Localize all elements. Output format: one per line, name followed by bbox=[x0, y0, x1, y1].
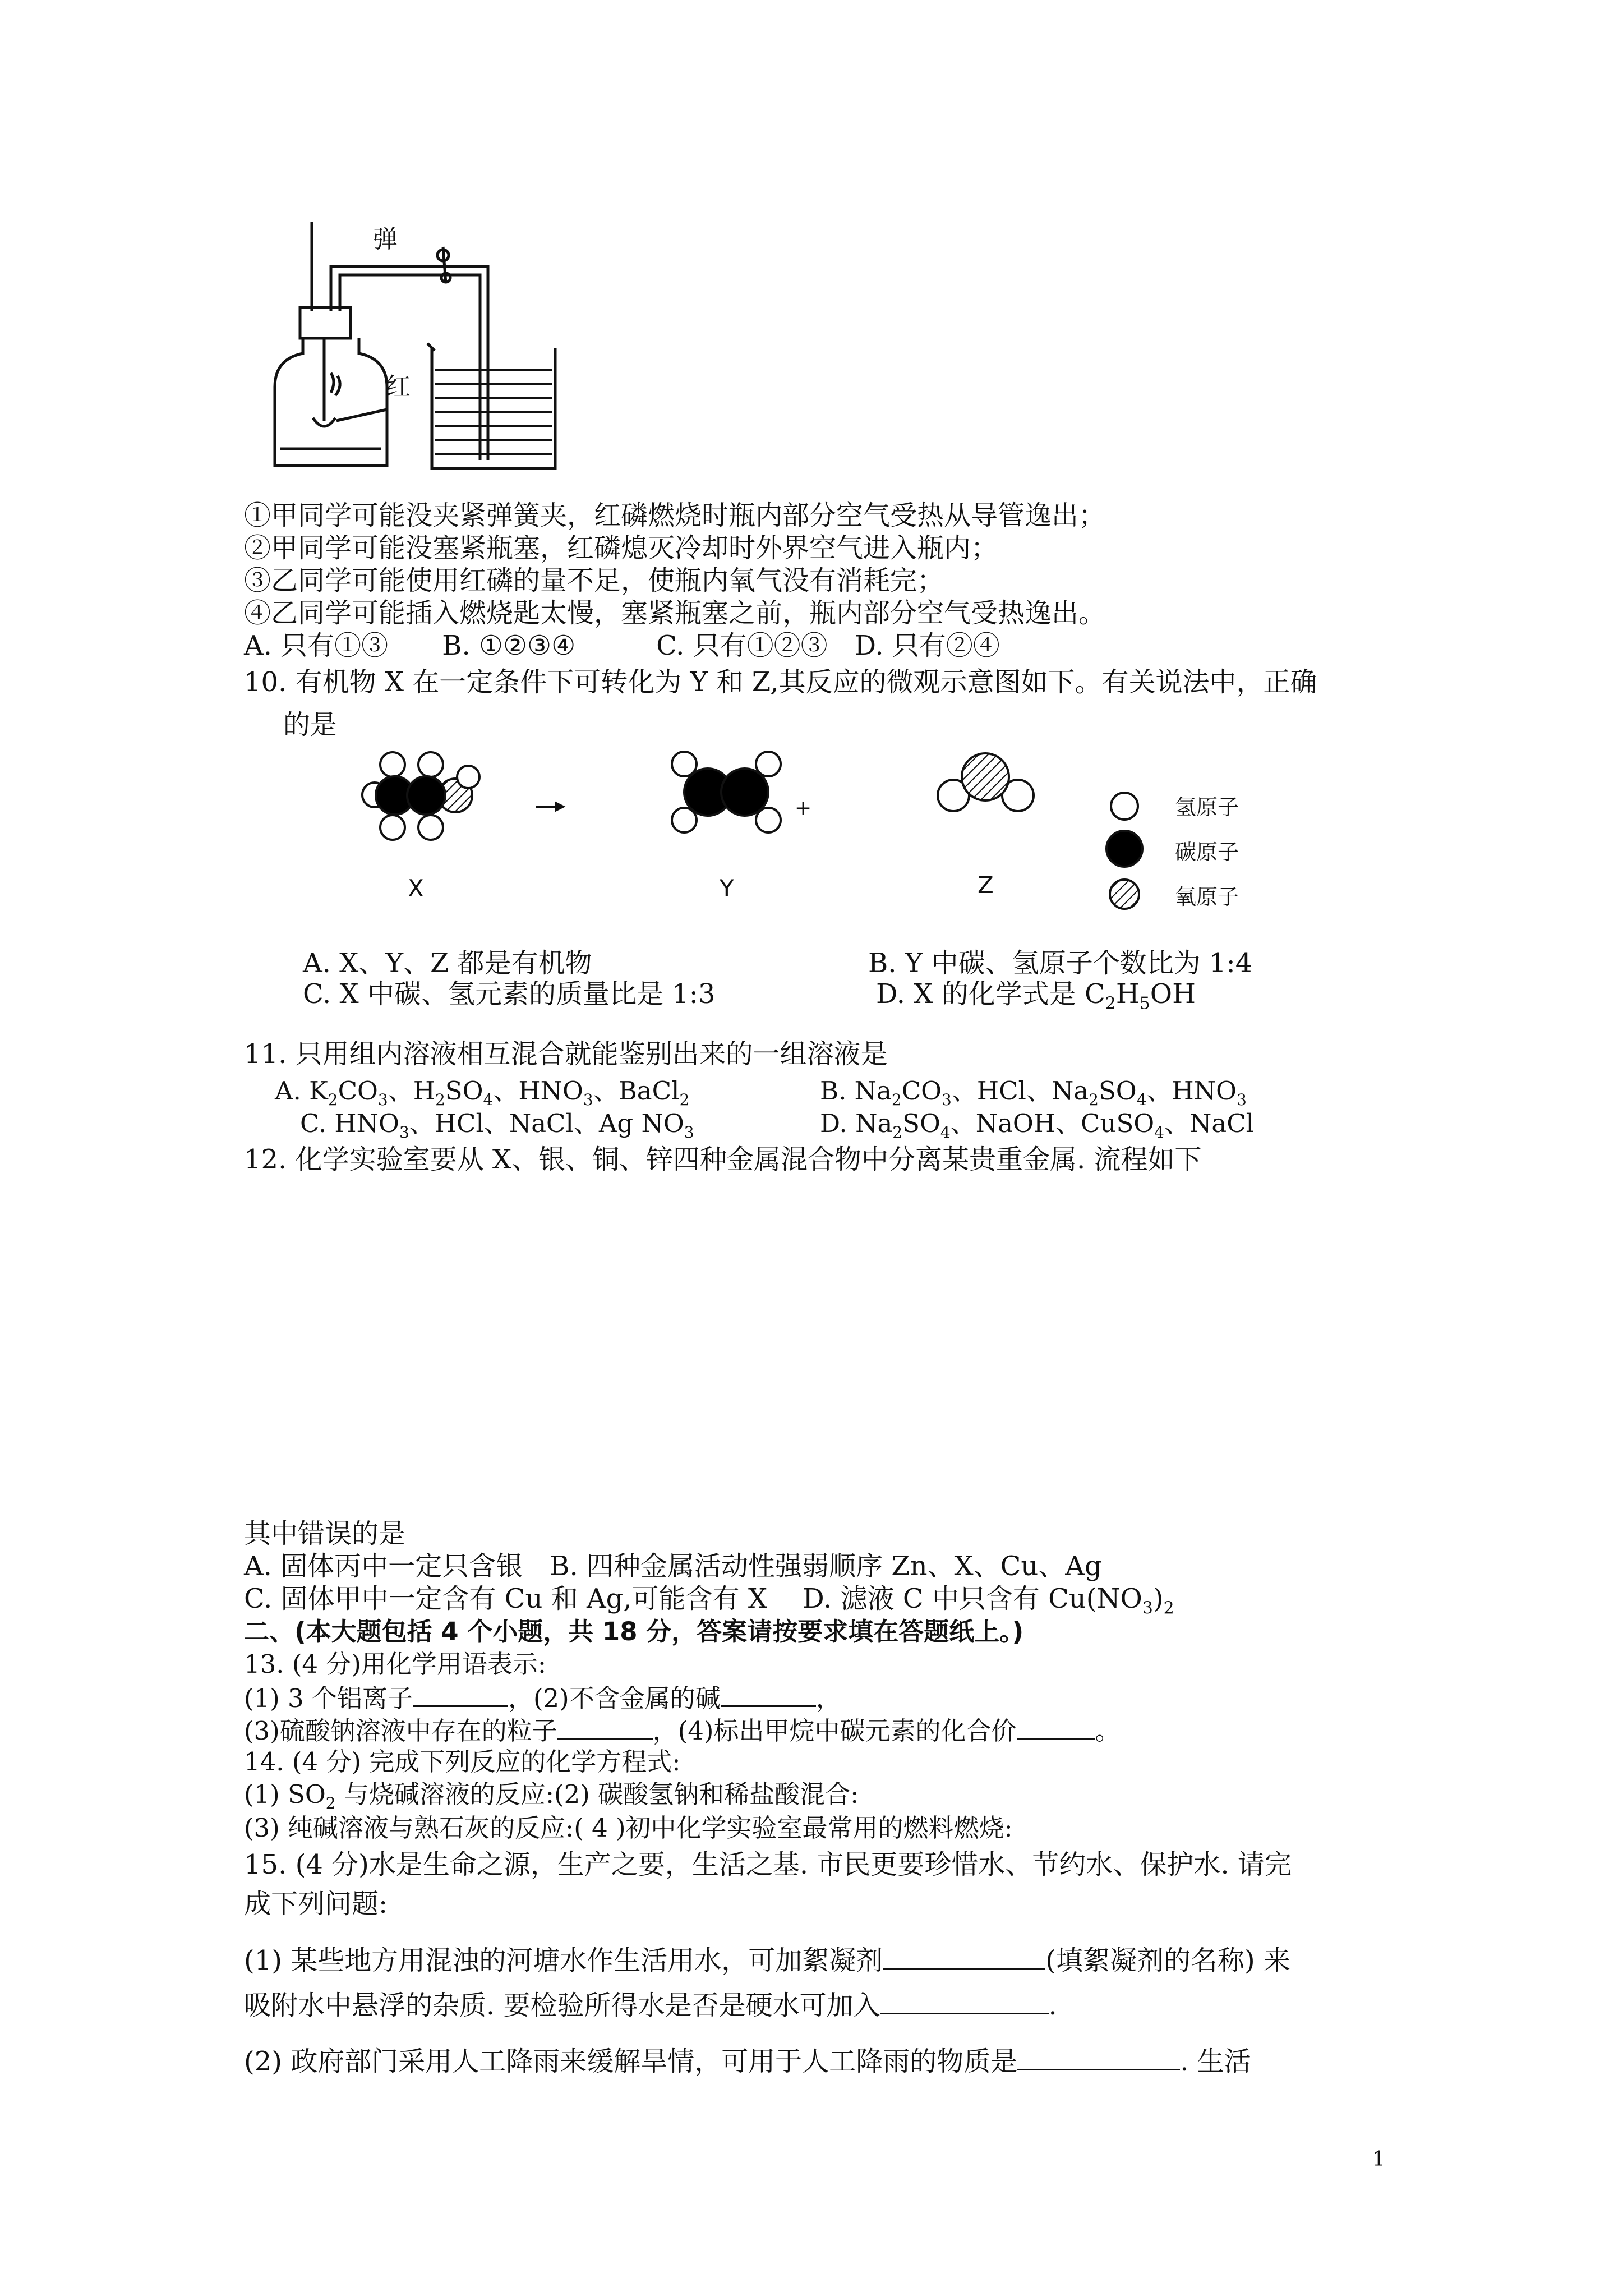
z-h-1 bbox=[938, 780, 969, 811]
label-x: X bbox=[408, 875, 424, 902]
q13-l2-b: ，(4)标出甲烷中碳元素的化合价 bbox=[652, 1716, 1017, 1746]
q10-option-d bbox=[876, 978, 1196, 1014]
q12-options-cd bbox=[244, 1585, 1174, 1617]
blank-non-metal-base[interactable] bbox=[721, 1684, 816, 1707]
q14-l1-pre: (1) SO bbox=[244, 1779, 326, 1809]
x-h-left bbox=[362, 783, 387, 807]
q11-a-5: 2 bbox=[435, 1091, 445, 1109]
q11-option-c bbox=[300, 1108, 694, 1142]
q9-statement-3: ③乙同学可能使用红磷的量不足，使瓶内氧气没有消耗完； bbox=[244, 565, 944, 596]
q14-line1 bbox=[244, 1779, 859, 1812]
q12-cd-pre: C. 固体甲中一定含有 Cu 和 Ag,可能含有 X D. 滤液 C 中只含有 Cu(NO bbox=[244, 1583, 1142, 1614]
legend-c-symbol bbox=[1106, 831, 1142, 867]
q11-b-1: 2 bbox=[891, 1091, 902, 1109]
x-h-on-o bbox=[457, 766, 479, 788]
q11-d-0: D. Na bbox=[820, 1108, 893, 1138]
legend-o-label: 氧原子 bbox=[1175, 885, 1239, 909]
q9-statement-4: ④乙同学可能插入燃烧匙太慢，塞紧瓶塞之前，瓶内部分空气受热逸出。 bbox=[244, 597, 1106, 629]
y-h-3 bbox=[672, 808, 697, 832]
q11-c-2: 、HCl、NaCl、Ag NO bbox=[409, 1108, 684, 1138]
x-c-atom-2 bbox=[407, 776, 445, 815]
q12-cd-sub2: 2 bbox=[1163, 1598, 1174, 1618]
q15-p1-l1-b: (填絮凝剂的名称) 来 bbox=[1045, 1945, 1290, 1976]
q14-l1-sub: 2 bbox=[325, 1794, 336, 1812]
q13-l2-a: (3)硫酸钠溶液中存在的粒子 bbox=[244, 1716, 557, 1746]
q13-l1-a: (1) 3 个铝离子 bbox=[244, 1683, 413, 1713]
q11-b-0: B. Na bbox=[820, 1076, 892, 1106]
legend-o-symbol bbox=[1110, 880, 1139, 909]
q11-b-2: CO bbox=[901, 1076, 942, 1106]
q14-line2: (3) 纯碱溶液与熟石灰的反应:( 4 )初中化学实验室最常用的燃料燃烧: bbox=[244, 1813, 1013, 1843]
q12-stem: 12. 化学实验室要从 X、银、铜、锌四种金属混合物中分离某贵重金属. 流程如下 bbox=[244, 1144, 1202, 1175]
q10-option-b: B. Y 中碳、氢原子个数比为 1:4 bbox=[868, 947, 1253, 979]
q14-l1-post: 与烧碱溶液的反应:(2) 碳酸氢钠和稀盐酸混合: bbox=[335, 1779, 859, 1809]
q10-option-a: A. X、Y、Z 都是有机物 bbox=[303, 947, 592, 979]
q11-a-1: 2 bbox=[328, 1091, 338, 1109]
q11-a-7: 4 bbox=[483, 1091, 494, 1109]
q14-stem: 14. (4 分) 完成下列反应的化学方程式: bbox=[244, 1747, 681, 1777]
q11-option-d bbox=[820, 1108, 1255, 1142]
q11-d-6: 、NaCl bbox=[1164, 1108, 1255, 1138]
q15-stem-line2: 成下列问题: bbox=[244, 1888, 388, 1920]
q11-c-3: 3 bbox=[684, 1123, 694, 1142]
y-c-atom-1 bbox=[684, 769, 731, 816]
q11-c-1: 3 bbox=[399, 1123, 409, 1142]
x-h-top-left bbox=[380, 752, 405, 777]
q11-b-5: 2 bbox=[1089, 1091, 1099, 1109]
q15-p1-l2-a: 吸附水中悬浮的杂质. 要检验所得水是否是硬水可加入 bbox=[244, 1990, 880, 2021]
q12-cd-post: ) bbox=[1152, 1583, 1164, 1614]
section-2-heading: 二、(本大题包括 4 个小题，共 18 分，答案请按要求填在答题纸上。) bbox=[244, 1617, 1024, 1646]
q11-a-2: CO bbox=[338, 1076, 378, 1106]
q11-b-6: SO bbox=[1098, 1076, 1137, 1106]
blank-hard-water-test[interactable] bbox=[880, 1991, 1049, 2014]
q11-a-6: SO bbox=[445, 1076, 483, 1106]
blank-sodium-sulfate-particles[interactable] bbox=[557, 1717, 653, 1740]
page-number: 1 bbox=[1372, 2148, 1385, 2171]
q10-d-post: OH bbox=[1150, 978, 1196, 1010]
legend-c-label: 碳原子 bbox=[1175, 840, 1239, 864]
q11-c-0: C. HNO bbox=[300, 1108, 399, 1138]
q15-p2-a: (2) 政府部门采用人工降雨来缓解旱情，可用于人工降雨的物质是 bbox=[244, 2046, 1018, 2077]
blank-artificial-rain-substance[interactable] bbox=[1017, 2047, 1180, 2070]
y-h-2 bbox=[756, 752, 781, 776]
q13-l1-b: ，(2)不含金属的碱 bbox=[508, 1683, 721, 1713]
q12-options-ab: A. 固体丙中一定只含银 B. 四种金属活动性强弱顺序 Zn、X、Cu、Ag bbox=[244, 1550, 1102, 1582]
q11-b-3: 3 bbox=[942, 1091, 952, 1109]
q11-option-a bbox=[275, 1078, 689, 1108]
legend-h-symbol bbox=[1111, 793, 1138, 820]
q11-stem: 11. 只用组内溶液相互混合就能鉴别出来的一组溶液是 bbox=[244, 1038, 888, 1070]
q11-a-4: 、H bbox=[388, 1076, 435, 1106]
q15-part1-line2 bbox=[244, 1991, 1057, 2019]
q11-d-5: 4 bbox=[1154, 1123, 1164, 1142]
q12-intro: 其中错误的是 bbox=[244, 1518, 406, 1549]
q13-line1 bbox=[244, 1684, 841, 1711]
q11-option-b bbox=[820, 1078, 1247, 1108]
q10-d-mid: H bbox=[1115, 978, 1140, 1010]
z-o-atom bbox=[962, 753, 1009, 800]
blank-flocculant-name[interactable] bbox=[883, 1947, 1045, 1970]
q13-stem: 13. (4 分)用化学用语表示: bbox=[244, 1649, 547, 1679]
q11-b-7: 4 bbox=[1136, 1091, 1147, 1109]
q11-a-8: 、HNO bbox=[493, 1076, 583, 1106]
q13-l2-c: 。 bbox=[1095, 1716, 1121, 1746]
legend-h-label: 氢原子 bbox=[1175, 795, 1239, 820]
q15-part1-line1 bbox=[244, 1947, 1290, 1974]
blank-methane-valence[interactable] bbox=[1017, 1717, 1095, 1740]
q12-cd-sub: 3 bbox=[1142, 1598, 1153, 1618]
q13-l1-c: ， bbox=[815, 1683, 841, 1713]
q11-d-2: SO bbox=[902, 1108, 940, 1138]
blank-aluminum-ions[interactable] bbox=[413, 1684, 508, 1707]
q10-d-sub2: 5 bbox=[1139, 993, 1150, 1014]
q15-p1-l2-b: . bbox=[1048, 1990, 1057, 2021]
label-z: Z bbox=[978, 871, 994, 899]
plus-sign: + bbox=[795, 797, 812, 820]
x-c-atom-1 bbox=[376, 776, 414, 815]
q10-stem-line2: 的是 bbox=[283, 709, 338, 740]
q15-part2 bbox=[244, 2047, 1251, 2075]
q11-a-0: A. K bbox=[275, 1076, 328, 1106]
label-red-phosphorus: 红 bbox=[386, 372, 411, 401]
q9-options: A. 只有①③ B. ①②③④ C. 只有①②③ D. 只有②④ bbox=[244, 630, 1000, 661]
q11-d-4: 、NaOH、CuSO bbox=[950, 1108, 1155, 1138]
q11-d-3: 4 bbox=[940, 1123, 951, 1142]
z-h-2 bbox=[1002, 780, 1034, 811]
x-o-atom bbox=[439, 779, 472, 812]
x-h-bottom-right bbox=[418, 815, 443, 840]
q11-b-4: 、HCl、Na bbox=[951, 1076, 1089, 1106]
q15-p1-l1-a: (1) 某些地方用混浊的河塘水作生活用水，可加絮凝剂 bbox=[244, 1945, 883, 1976]
q10-option-c: C. X 中碳、氢元素的质量比是 1:3 bbox=[303, 978, 716, 1010]
q10-d-sub1: 2 bbox=[1105, 993, 1116, 1014]
q11-d-1: 2 bbox=[892, 1123, 903, 1142]
q11-a-3: 3 bbox=[377, 1091, 388, 1109]
q10-stem-line1: 10. 有机物 X 在一定条件下可转化为 Y 和 Z,其反应的微观示意图如下。有关说法中，正确 bbox=[244, 666, 1317, 698]
label-y: Y bbox=[720, 875, 734, 902]
q11-b-8: 、HNO bbox=[1146, 1076, 1237, 1106]
q9-statement-1: ①甲同学可能没夹紧弹簧夹，红磷燃烧时瓶内部分空气受热从导管逸出； bbox=[244, 500, 1106, 531]
q13-line2 bbox=[244, 1716, 1121, 1746]
q11-a-10: 、BaCl bbox=[593, 1076, 680, 1106]
q10-d-pre: D. X 的化学式是 C bbox=[876, 978, 1105, 1010]
q11-a-9: 3 bbox=[583, 1091, 593, 1109]
x-h-top-right bbox=[418, 752, 443, 777]
q11-b-9: 3 bbox=[1237, 1091, 1247, 1109]
y-c-atom-2 bbox=[721, 769, 768, 816]
label-spring: 弹 bbox=[373, 225, 398, 254]
q15-stem-line1: 15. (4 分)水是生命之源，生产之要，生活之基. 市民更要珍惜水、节约水、保护水. 请完 bbox=[244, 1849, 1292, 1880]
q11-a-11: 2 bbox=[679, 1091, 690, 1109]
q15-p2-b: . 生活 bbox=[1180, 2046, 1251, 2077]
x-h-bottom-left bbox=[380, 815, 405, 840]
y-h-1 bbox=[672, 752, 697, 776]
y-h-4 bbox=[756, 808, 781, 832]
q9-statement-2: ②甲同学可能没塞紧瓶塞，红磷熄灭冷却时外界空气进入瓶内； bbox=[244, 532, 998, 564]
